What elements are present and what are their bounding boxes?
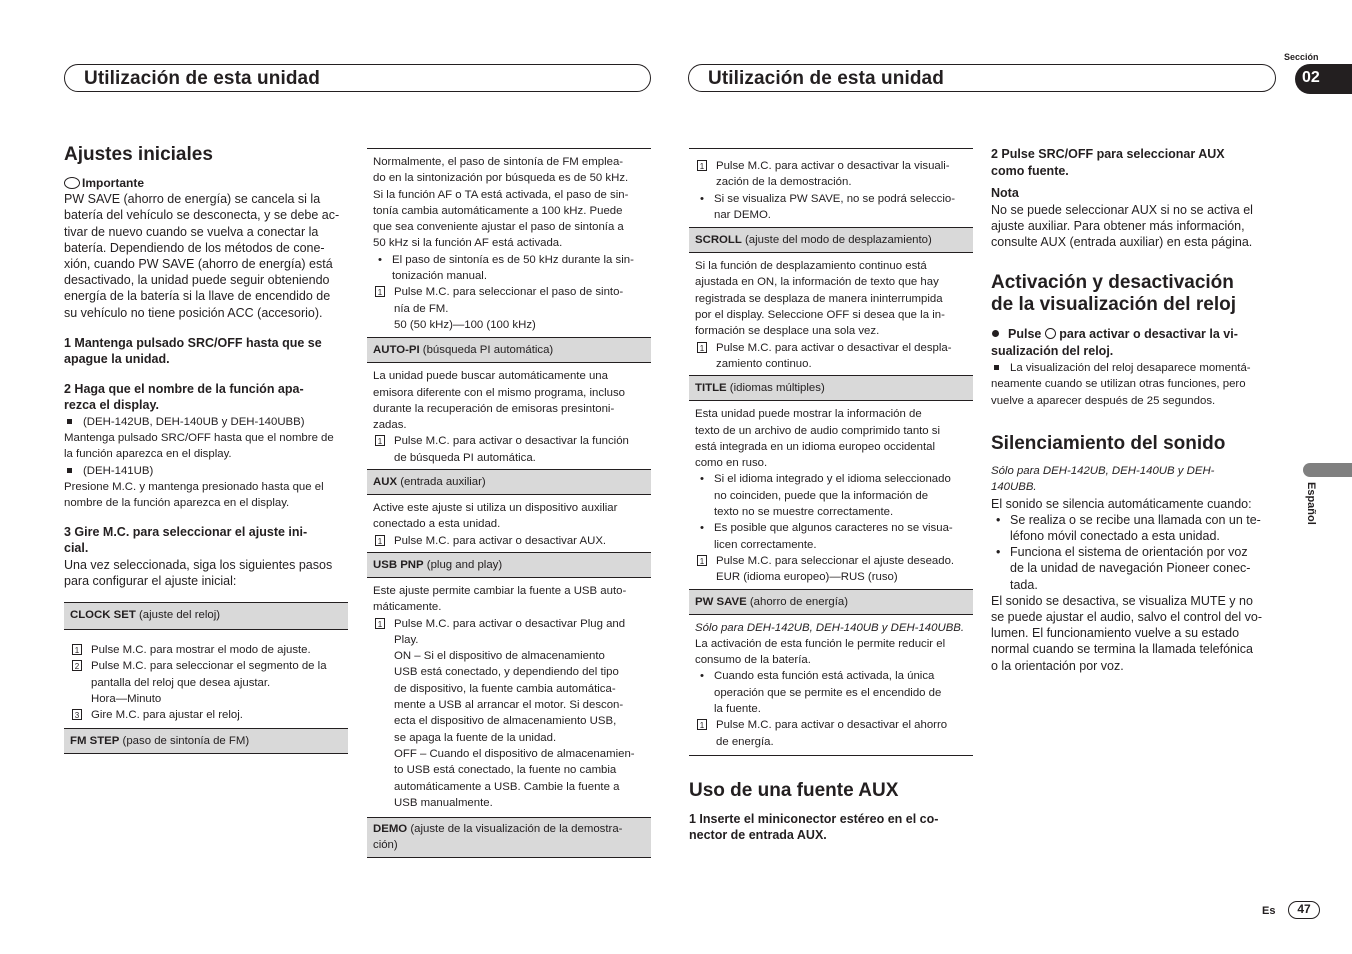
- clock-set-bar: CLOCK SET (ajuste del reloj): [64, 602, 348, 630]
- important-heading: Importante: [64, 175, 348, 191]
- clock-icon: [1045, 328, 1056, 339]
- column-3: [689, 148, 973, 844]
- step-2-details: (DEH-142UB, DEH-140UB y DEH-140UBB) Mantenga pulsado SRC/OFF hasta que el nombre de la función aparezca en el display. (DEH-141UB) Presione M.C. y mantenga presionado hasta que el nombre de la función aparezca en el display.: [64, 414, 348, 512]
- language-tab: [1303, 463, 1352, 477]
- page-number: 47: [1288, 901, 1320, 919]
- auto-pi-content: La unidad puede buscar automáticamente una emisora diferente con el mismo programa, incluso durante la recuperación de emisoras presintoni- zadas. 1 Pulse M.C. para activar o desactivar la función de búsqueda PI automática.: [373, 370, 629, 464]
- mute-end: El sonido se desactiva, se visualiza MUTE y no se puede ajustar el audio, salvo el control del vo- lumen. El funcionamiento vuelve a su estado normal cuando se termina la llamada telefónica o la orientación por voz.: [991, 593, 1262, 673]
- section-number-tab: [1295, 64, 1352, 94]
- header-left-title: Utilización de esta unidad: [84, 68, 320, 89]
- fm-step-content: Normalmente, el paso de sintonía de FM emplea- do en la sintonización por búsqueda es de 50 kHz. Si la función AF o TA está activada, el paso de sin- tonía cambia automáticamente a 100 kHz. Puede que sea conveniente ajustar el paso de sintonía a 50 kHz si la función AF está activada. • El paso de sintonía es de 50 kHz durante la sin- tonización manual. 1 Pulse M.C. para seleccionar el paso de sinto- nía de FM. 50 (50 kHz)—100 (100 kHz): [367, 148, 651, 333]
- step-1: 1 Mantenga pulsado SRC/OFF hasta que se apague la unidad.: [64, 335, 322, 367]
- demo-content: 1 Pulse M.C. para activar o desactivar la visuali- zación de la demostración. • Si se visualiza PW SAVE, no se podrá seleccio- nar DEMO.: [689, 148, 973, 223]
- aux-source-step-2: 2 Pulse SRC/OFF para seleccionar AUX como fuente.: [991, 147, 1225, 178]
- usb-pnp-content: Este ajuste permite cambiar la fuente a USB auto- máticamente. 1 Pulse M.C. para activar o desactivar Plug and Play. ON – Si el dispositivo de almacenamiento USB está conectado, y dependiendo del tipo de dispositivo, la fuente cambia automática- mente a USB al arrancar el motor. Si descon- ecta el dispositivo de almacenamiento USB, se apaga la fuente de la unidad. OFF – Cuando el dispositivo de almacenamien- to USB está conectado, la fuente no cambia automáticamente a USB. Cambie la fuente a USB manualmente.: [373, 584, 635, 809]
- mute-intro: El sonido se silencia automáticamente cuando:: [991, 496, 1252, 511]
- column-2: [367, 148, 651, 858]
- title-clock-display: Activación y desactivación de la visualización del reloj: [991, 272, 1236, 316]
- bullet-icon: [992, 330, 999, 337]
- usb-pnp-bar: USB PNP (plug and play): [367, 552, 651, 578]
- note-text: No se puede seleccionar AUX si no se activa el ajuste auxiliar. Para obtener más información, consulte AUX (entrada auxiliar) en esta página.: [991, 202, 1253, 249]
- step-3: 3 Gire M.C. para seleccionar el ajuste ini- cial.: [64, 524, 308, 556]
- step-3-text: Una vez seleccionada, siga los siguientes pasos para configurar el ajuste inicial:: [64, 557, 333, 588]
- mute-bullet-2: • Funciona el sistema de orientación por voz de la unidad de navegación Pioneer conec- tada.: [991, 544, 1275, 593]
- section-number: 02: [1302, 69, 1320, 86]
- aux-content: Active este ajuste si utiliza un dispositivo auxiliar conectado a esta unidad. 1 Pulse M.C. para activar o desactivar AUX.: [373, 502, 618, 547]
- fm-step-bar: FM STEP (paso de sintonía de FM): [64, 728, 348, 754]
- mute-bullet-1: • Se realiza o se recibe una llamada con un te- léfono móvil conectado a esta unidad.: [991, 512, 1275, 544]
- demo-bar: DEMO (ajuste de la visualización de la demostra- ción): [367, 817, 651, 858]
- column-1: [64, 144, 348, 754]
- step-2: 2 Haga que el nombre de la función apa- rezca el display.: [64, 381, 304, 413]
- aux-source-step-1: 1 Inserte el miniconector estéreo en el co- nector de entrada AUX.: [689, 811, 939, 843]
- title-content: Esta unidad puede mostrar la información de texto de un archivo de audio comprimido tanto si está integrada en un idioma europeo occidental como en ruso. • Si el idioma integrado y el idioma seleccionado no coinciden, puede que la información de texto no se muestre correctamente. • Es posible que algunos caracteres no se visua- licen correctamente. 1 Pulse M.C. para seleccionar el ajuste deseado. EUR (idioma europeo)—RUS (ruso): [689, 406, 973, 585]
- pw-save-bar: PW SAVE (ahorro de energía): [689, 589, 973, 615]
- clock-toggle-step: Pulse para activar o desactivar la vi- sualización del reloj.: [991, 327, 1238, 358]
- note-heading: Nota: [991, 186, 1019, 200]
- pw-save-content: Sólo para DEH-142UB, DEH-140UB y DEH-140UBB. La activación de esta función le permite reducir el consumo de la batería. • Cuando esta función está activada, la única operación que se permite es el encendido de la fuente. 1 Pulse M.C. para activar o desactivar el ahorro de energía.: [689, 620, 973, 756]
- header-right-title: Utilización de esta unidad: [708, 68, 944, 89]
- auto-pi-bar: AUTO-PI (búsqueda PI automática): [367, 337, 651, 363]
- column-4: [991, 146, 1275, 674]
- title-bar: TITLE (idiomas múltiples): [689, 375, 973, 401]
- header-right: [688, 64, 1276, 92]
- section-label: Sección: [1284, 52, 1319, 62]
- header-left: [64, 64, 651, 92]
- language-label: Español: [1305, 482, 1317, 525]
- scroll-content: Si la función de desplazamiento continuo está ajustada en ON, la información de texto que hay registrada se desplaza de manera ininterrumpida por el display. Seleccione OFF si desea que la in- formación se desplace una sola vez. 1 Pulse M.C. para activar o desactivar el despla- zamiento continuo.: [695, 260, 952, 370]
- clock-set-steps: 1 Pulse M.C. para mostrar el modo de ajuste. 2 Pulse M.C. para seleccionar el segmento de la pantalla del reloj que desea ajustar. Hora—Minuto 3 Gire M.C. para ajustar el reloj.: [64, 642, 348, 723]
- important-text: PW SAVE (ahorro de energía) se cancela si la batería del vehículo se desconecta, y se debe ac- tivar de nuevo cuando se vuelva a conectar la batería. Dependiendo de los métodos de cone- xión, cuando PW SAVE (ahorro de energía) está desactivado, la unidad puede seguir obteniendo energía de la batería si la llave de encendido de su vehículo no tiene posición ACC (accesorio).: [64, 192, 340, 320]
- aux-bar: AUX (entrada auxiliar): [367, 469, 651, 495]
- title-aux-source: Uso de una fuente AUX: [689, 779, 899, 801]
- title-ajustes-iniciales: Ajustes iniciales: [64, 144, 213, 165]
- scroll-bar: SCROLL (ajuste del modo de desplazamiento): [689, 227, 973, 253]
- mute-italic: Sólo para DEH-142UB, DEH-140UB y DEH- 140UBB.: [991, 465, 1215, 494]
- title-mute: Silenciamiento del sonido: [991, 433, 1226, 454]
- clock-note: La visualización del reloj desaparece momentá- neamente cuando se utilizan otras funciones, pero vuelve a aparecer después de 25 segundos.: [991, 360, 1275, 409]
- important-icon: [64, 177, 80, 189]
- footer-lang: Es: [1262, 905, 1276, 917]
